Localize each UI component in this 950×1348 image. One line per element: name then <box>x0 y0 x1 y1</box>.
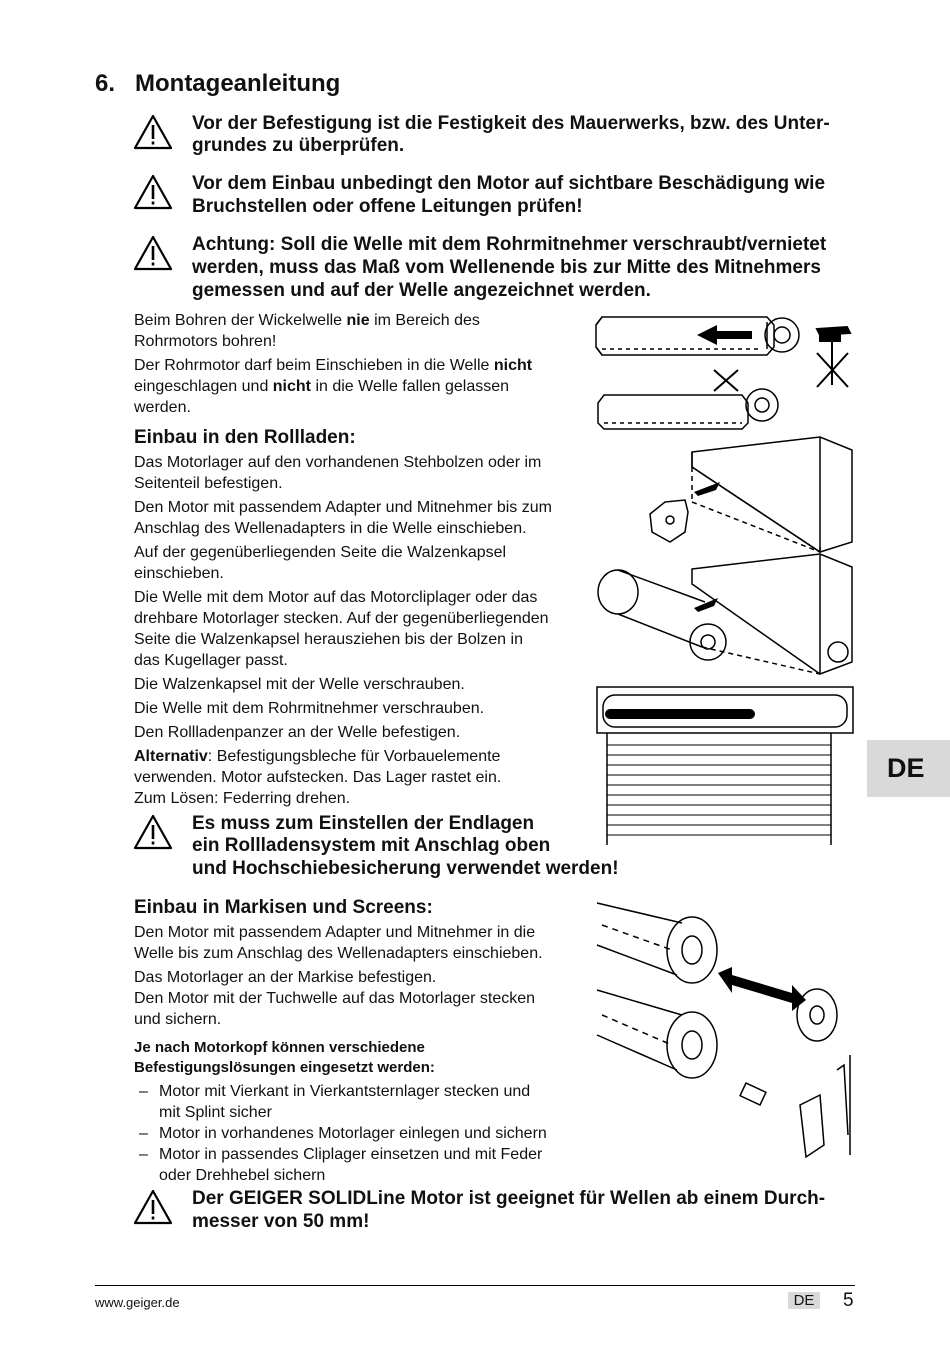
figure-motor-insertion <box>592 305 862 430</box>
warning-icon <box>133 174 173 210</box>
figure-awning-bearings <box>592 895 860 1167</box>
figure-rollladen-box <box>590 432 860 690</box>
rollladen-line: Seite die Walzenkapsel herausziehen bis der Bolzen in <box>134 631 523 648</box>
warning-5-line-2: messer von 50 mm! <box>192 1211 370 1232</box>
warning-5-line-1: Der GEIGER SOLIDLine Motor ist geeignet für Wellen ab einem Durch- <box>192 1188 826 1209</box>
intro-p2-bold: nicht <box>493 357 533 374</box>
warning-4-line-3: und Hochschiebesicherung verwendet werden! <box>192 858 619 879</box>
list-item <box>134 1123 547 1144</box>
fixing-options-list <box>134 1081 547 1186</box>
rollladen-line: Die Welle mit dem Motor auf das Motorcliplager oder das <box>134 589 538 606</box>
warning-1-line-2: grundes zu überprüfen. <box>192 135 405 156</box>
warning-4-line-1: Es muss zum Einstellen der Endlagen <box>192 813 535 834</box>
rollladen-line: Seitenteil befestigen. <box>134 475 283 492</box>
intro-p2-a: Der Rohrmotor darf beim Einschieben in die Welle <box>134 357 494 374</box>
intro-p1-d: Rohrmotors bohren! <box>134 333 277 350</box>
rollladen-line: Die Walzenkapsel mit der Welle verschrauben. <box>134 676 465 693</box>
section-title: Montageanleitung <box>135 70 341 97</box>
warning-3-line-1: Achtung: Soll die Welle mit dem Rohrmitnehmer verschraubt/vernietet <box>192 234 827 255</box>
intro-p1-bold: nie <box>346 312 370 329</box>
list-item-text: mit Splint sicher <box>159 1104 272 1121</box>
footer-language-badge: DE <box>788 1292 820 1309</box>
list-item <box>134 1081 547 1123</box>
markisen-line: Den Motor mit der Tuchwelle auf das Motorlager stecken <box>134 990 536 1007</box>
warning-3-line-2: werden, muss das Maß vom Wellenende bis zur Mitte des Mitnehmers <box>192 257 821 278</box>
markisen-bold-line: Befestigungslösungen eingesetzt werden: <box>134 1059 435 1076</box>
footer-url[interactable]: www.geiger.de <box>95 1295 180 1310</box>
footer-divider <box>95 1285 855 1286</box>
figure-window-shutter <box>595 685 857 845</box>
markisen-line: und sichern. <box>134 1011 222 1028</box>
alternativ-line: Zum Lösen: Federring drehen. <box>134 790 351 807</box>
list-item-text: Motor in vorhandenes Motorlager einlegen und sichern <box>159 1125 547 1142</box>
warning-4-line-2: ein Rollladensystem mit Anschlag oben <box>192 835 551 856</box>
rollladen-line: Das Motorlager auf den vorhandenen Stehbolzen oder im <box>134 454 542 471</box>
markisen-line: Den Motor mit passendem Adapter und Mitnehmer in die <box>134 924 536 941</box>
section-number: 6. <box>95 70 116 97</box>
heading-rollladen: Einbau in den Rollladen: <box>134 427 356 448</box>
intro-p2-bold-2: nicht <box>272 378 311 395</box>
markisen-bold-line: Je nach Motorkopf können verschiedene <box>134 1039 425 1056</box>
alternativ-line: verwenden. Motor aufstecken. Das Lager rastet ein. <box>134 769 502 786</box>
alternativ-text: : Befestigungsbleche für Vorbauelemente <box>207 748 501 765</box>
rollladen-line: das Kugellager passt. <box>134 652 288 669</box>
alternativ-label: Alternativ <box>134 748 208 765</box>
rollladen-line: Den Rollladenpanzer an der Welle befestigen. <box>134 724 461 741</box>
markisen-line: Das Motorlager an der Markise befestigen. <box>134 969 437 986</box>
hammer-crossed-icon <box>817 327 850 387</box>
rollladen-line: Den Motor mit passendem Adapter und Mitnehmer bis zum <box>134 499 552 516</box>
heading-markisen: Einbau in Markisen und Screens: <box>134 897 433 918</box>
language-tab: DE <box>867 740 950 797</box>
warning-2-line-2: Bruchstellen oder offene Leitungen prüfen! <box>192 196 583 217</box>
rollladen-line: drehbare Motorlager stecken. Auf der gegenüberliegenden <box>134 610 549 627</box>
intro-p2-f: werden. <box>134 399 191 416</box>
markisen-line: Welle bis zum Anschlag des Wellenadapters einschieben. <box>134 945 543 962</box>
list-item <box>134 1144 547 1186</box>
intro-text <box>134 310 532 421</box>
intro-p2-c: eingeschlagen und <box>134 378 273 395</box>
list-item-text: Motor mit Vierkant in Vierkantsternlager stecken und <box>159 1083 531 1100</box>
list-item-text: Motor in passendes Cliplager einsetzen und mit Feder <box>159 1146 543 1163</box>
warning-icon <box>133 114 173 150</box>
rollladen-text <box>134 452 552 809</box>
intro-p2-e: in die Welle fallen gelassen <box>311 378 510 395</box>
rollladen-line: Auf der gegenüberliegenden Seite die Walzenkapsel <box>134 544 507 561</box>
page-title <box>95 70 340 98</box>
list-item-text: oder Drehhebel sichern <box>159 1167 326 1184</box>
rollladen-line: Anschlag des Wellenadapters in die Welle einschieben. <box>134 520 527 537</box>
intro-p1-c: im Bereich des <box>369 312 480 329</box>
warning-icon <box>133 1189 173 1225</box>
warning-3-line-3: gemessen und auf der Welle angezeichnet werden. <box>192 280 651 301</box>
intro-p1-a: Beim Bohren der Wickelwelle <box>134 312 347 329</box>
warning-icon <box>133 235 173 271</box>
markisen-text <box>134 922 547 1186</box>
page-number: 5 <box>843 1290 854 1311</box>
warning-2-line-1: Vor dem Einbau unbedingt den Motor auf sichtbare Beschädigung wie <box>192 173 826 194</box>
rollladen-line: einschieben. <box>134 565 224 582</box>
rollladen-line: Die Welle mit dem Rohrmitnehmer verschrauben. <box>134 700 485 717</box>
warning-1-line-1: Vor der Befestigung ist die Festigkeit des Mauerwerks, bzw. des Unter- <box>192 113 830 134</box>
warning-icon <box>133 814 173 850</box>
